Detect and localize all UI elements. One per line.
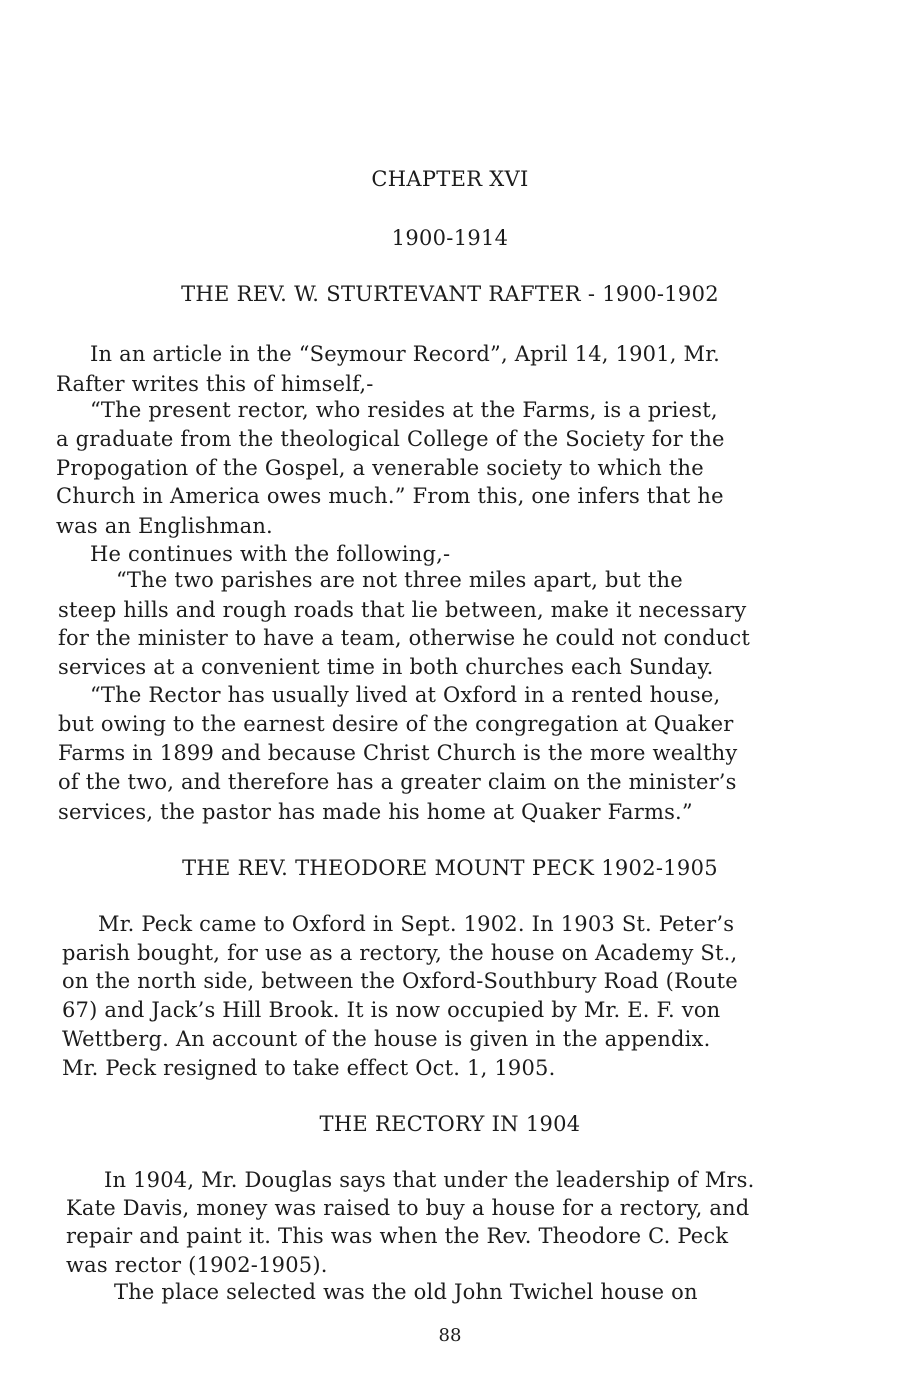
paragraph-line: 67) and Jack’s Hill Brook. It is now occupied by Mr. E. F. von: [62, 998, 721, 1022]
paragraph-line: services at a convenient time in both churches each Sunday.: [58, 655, 714, 679]
paragraph-line: was rector (1902-1905).: [66, 1253, 328, 1277]
paragraph-line: steep hills and rough roads that lie between, make it necessary: [58, 598, 747, 622]
paragraph-line: He continues with the following,-: [90, 542, 451, 566]
paragraph-line: Rafter writes this of himself,-: [56, 372, 374, 396]
paragraph-line: “The two parishes are not three miles apart, but the: [116, 568, 683, 592]
paragraph-line: Propogation of the Gospel, a venerable society to which the: [56, 456, 704, 480]
paragraph-line: Kate Davis, money was raised to buy a house for a rectory, and: [66, 1196, 750, 1220]
section-heading-rectory: THE RECTORY IN 1904: [319, 1112, 581, 1136]
paragraph-line: The place selected was the old John Twichel house on: [114, 1280, 698, 1304]
chapter-years: 1900-1914: [391, 226, 509, 250]
paragraph-line: Wettberg. An account of the house is given in the appendix.: [62, 1027, 711, 1051]
section-heading-peck: THE REV. THEODORE MOUNT PECK 1902-1905: [182, 856, 718, 880]
paragraph-line: but owing to the earnest desire of the congregation at Quaker: [58, 712, 734, 736]
section-heading-rafter: THE REV. W. STURTEVANT RAFTER - 1900-1902: [181, 282, 719, 306]
paragraph-line: services, the pastor has made his home at Quaker Farms.”: [58, 800, 693, 824]
paragraph-line: “The Rector has usually lived at Oxford in a rented house,: [90, 683, 721, 707]
paragraph-line: on the north side, between the Oxford-Southbury Road (Route: [62, 969, 738, 993]
paragraph-line: “The present rector, who resides at the Farms, is a priest,: [90, 398, 718, 422]
paragraph-line: Farms in 1899 and because Christ Church is the more wealthy: [58, 741, 738, 765]
paragraph-line: of the two, and therefore has a greater claim on the minister’s: [58, 770, 737, 794]
page-number: 88: [438, 1325, 462, 1346]
paragraph-line: a graduate from the theological College of the Society for the: [56, 427, 725, 451]
paragraph-line: was an Englishman.: [56, 514, 273, 538]
paragraph-line: repair and paint it. This was when the Rev. Theodore C. Peck: [66, 1224, 729, 1248]
paragraph-line: parish bought, for use as a rectory, the house on Academy St.,: [62, 941, 738, 965]
paragraph-line: In an article in the “Seymour Record”, April 14, 1901, Mr.: [90, 342, 721, 366]
chapter-title: CHAPTER XVI: [371, 167, 529, 191]
paragraph-line: Mr. Peck came to Oxford in Sept. 1902. In 1903 St. Peter’s: [98, 912, 735, 936]
paragraph-line: Mr. Peck resigned to take effect Oct. 1, 1905.: [62, 1056, 556, 1080]
paragraph-line: Church in America owes much.” From this, one infers that he: [56, 484, 724, 508]
paragraph-line: for the minister to have a team, otherwise he could not conduct: [58, 626, 751, 650]
paragraph-line: In 1904, Mr. Douglas says that under the leadership of Mrs.: [104, 1168, 755, 1192]
